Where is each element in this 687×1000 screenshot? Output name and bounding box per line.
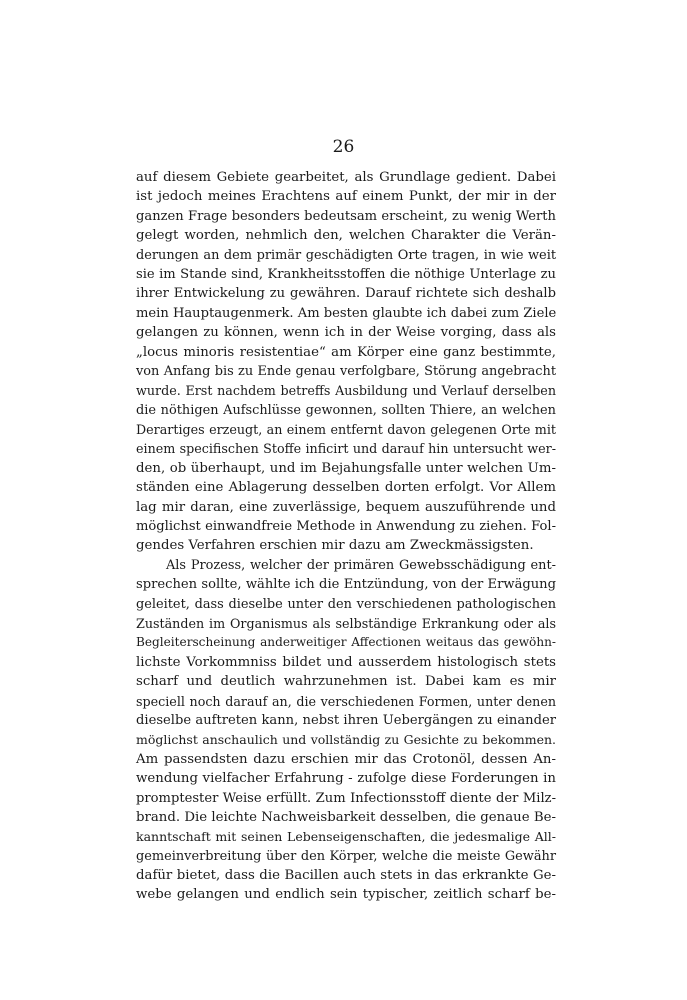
text-line: promptester Weise erfüllt. Zum Infectionsstoff diente der Milz- — [136, 790, 556, 806]
text-line: dafür bietet, dass die Bacillen auch stets in das erkrankte Ge- — [136, 868, 556, 884]
text-line: dieselbe auftreten kann, nebst ihren Uebergängen zu einander — [136, 712, 556, 728]
text-line: ist jedoch meines Erachtens auf einem Punkt, der mir in der — [136, 189, 556, 205]
text-line: möglichst einwandfreie Methode in Anwendung zu ziehen. Fol- — [136, 519, 556, 535]
text-line: brand. Die leichte Nachweisbarkeit desselben, die genaue Be- — [136, 809, 556, 825]
text-line: den, ob überhaupt, und im Bejahungsfalle unter welchen Um- — [136, 460, 556, 476]
text-line: ständen eine Ablagerung desselben dorten erfolgt. Vor Allem — [136, 480, 556, 496]
text-line: geleitet, dass dieselbe unter den verschiedenen pathologischen — [136, 596, 556, 612]
text-line: kanntschaft mit seinen Lebenseigenschaften, die jedesmalige All- — [136, 829, 556, 845]
text-line: „locus minoris resistentiae“ am Körper eine ganz bestimmte, — [136, 344, 556, 360]
text-line: Am passendsten dazu erschien mir das Crotonöl, dessen An- — [136, 751, 556, 767]
body-text — [136, 168, 556, 905]
text-line: sprechen sollte, wählte ich die Entzündung, von der Erwägung — [136, 577, 556, 593]
text-line: Zuständen im Organismus als selbständige Erkrankung oder als — [136, 615, 556, 631]
text-line: Als Prozess, welcher der primären Gewebsschädigung ent- — [166, 557, 556, 573]
text-line: ihrer Entwickelung zu gewähren. Darauf richtete sich deshalb — [136, 286, 556, 302]
text-line: lag mir daran, eine zuverlässige, bequem auszuführende und — [136, 499, 556, 515]
text-line: wendung vielfacher Erfahrung - zufolge diese Forderungen in — [136, 771, 556, 787]
text-line: speciell noch darauf an, die verschiedenen Formen, unter denen — [136, 693, 556, 709]
text-line: Derartiges erzeugt, an einem entfernt davon gelegenen Orte mit — [136, 422, 556, 438]
text-line: lichste Vorkommniss bildet und ausserdem histologisch stets — [136, 654, 556, 670]
text-line: gemeinverbreitung über den Körper, welche die meiste Gewähr — [136, 848, 556, 864]
text-line: webe gelangen und endlich sein typischer, zeitlich scharf be- — [136, 887, 556, 903]
page-number: 26 — [332, 137, 355, 157]
text-line: gelegt worden, nehmlich den, welchen Charakter die Verän- — [136, 228, 556, 244]
text-line: auf diesem Gebiete gearbeitet, als Grundlage gedient. Dabei — [136, 170, 556, 185]
text-line: Begleiterscheinung anderweitiger Affectionen weitaus das gewöhn- — [136, 635, 556, 650]
text-line: einem specifischen Stoffe inficirt und darauf hin untersucht wer- — [136, 441, 556, 457]
text-line: gelangen zu können, wenn ich in der Weise vorging, dass als — [136, 325, 556, 341]
text-line: ganzen Frage besonders bedeutsam erscheint, zu wenig Werth — [136, 208, 556, 224]
text-line: wurde. Erst nachdem betreffs Ausbildung und Verlauf derselben — [136, 383, 556, 399]
text-line: gendes Verfahren erschien mir dazu am Zweckmässigsten. — [136, 538, 534, 554]
text-line: sie im Stande sind, Krankheitsstoffen die nöthige Unterlage zu — [136, 266, 556, 282]
text-line: von Anfang bis zu Ende genau verfolgbare, Störung angebracht — [136, 363, 556, 379]
text-line: scharf und deutlich wahrzunehmen ist. Dabei kam es mir — [136, 674, 556, 690]
text-line: die nöthigen Aufschlüsse gewonnen, sollten Thiere, an welchen — [136, 402, 556, 418]
text-line: möglichst anschaulich und vollständig zu Gesichte zu bekommen. — [136, 732, 556, 748]
text-line: mein Hauptaugenmerk. Am besten glaubte ich dabei zum Ziele — [136, 305, 557, 321]
text-line: derungen an dem primär geschädigten Orte tragen, in wie weit — [136, 247, 556, 263]
